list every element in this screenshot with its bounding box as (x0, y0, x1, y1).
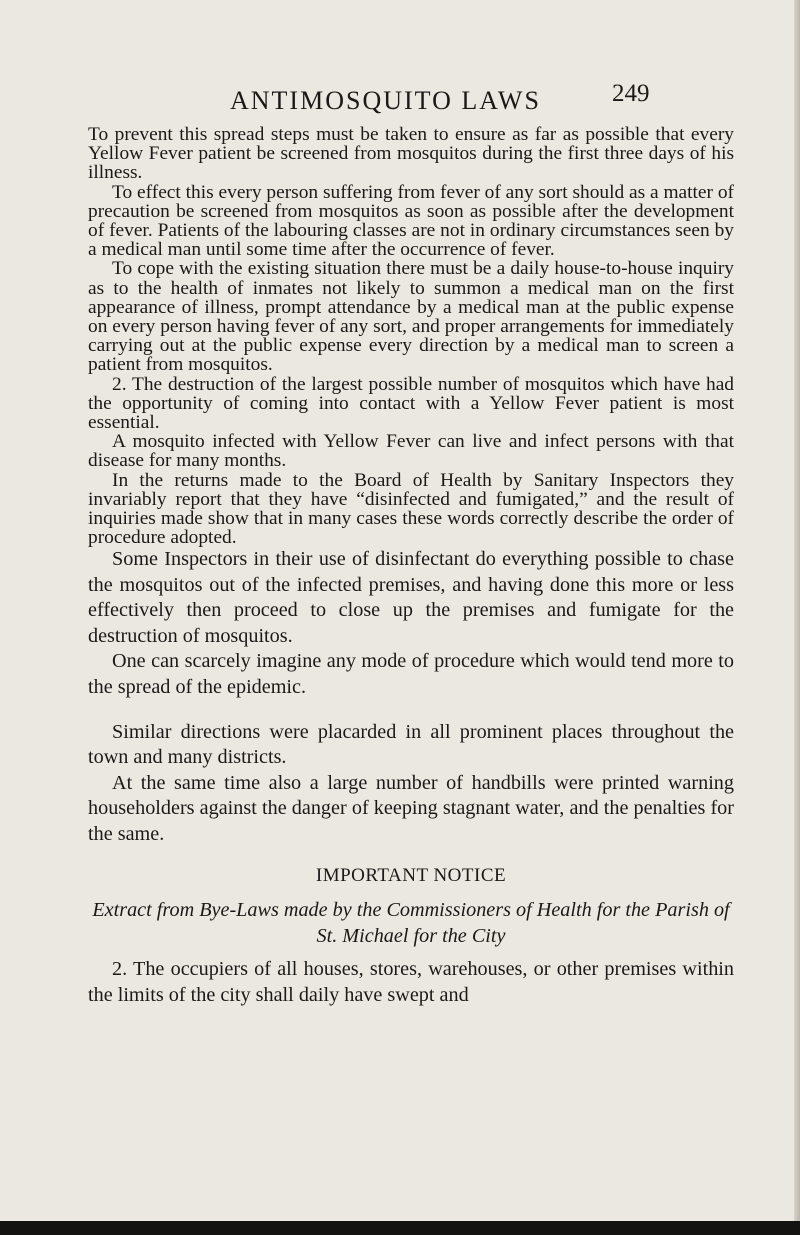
notice-title: IMPORTANT NOTICE (315, 864, 507, 886)
page-bottom-edge (0, 1221, 800, 1235)
paragraph: Similar directions were placarded in all prominent places throughout the town and many districts. (88, 720, 734, 769)
loose-section (88, 547, 734, 1008)
paragraph: One can scarcely imagine any mode of procedure which would tend more to the spread of the epidemic. (88, 650, 734, 698)
notice-gap (88, 949, 734, 957)
running-head: ANTIMOSQUITO LAWS (230, 86, 541, 115)
paragraph: In the returns made to the Board of Health by Sanitary Inspectors they invariably report that they have “disinfected and fumigated,” and the result of inquiries made show that in many cases these words correctly describe the order of procedure adopted. (88, 469, 734, 549)
paragraph: To effect this every person suffering from fever of any sort should as a matter of precaution be screened from mosquitos as soon as possible after the development of fever. Patients of the labouring classes are not in ordinary circumstances seen by a medical man until some time after the occurrence of fever. (88, 181, 734, 261)
paragraph: A mosquito infected with Yellow Fever can live and infect persons with that disease for many months. (88, 431, 734, 472)
paragraph: 2. The destruction of the largest possible number of mosquitos which have had the opportunity of coming into contact with a Yellow Fever patient is most essential. (88, 373, 734, 434)
page-edge-shadow (794, 0, 800, 1235)
notice-clause: 2. The occupiers of all houses, stores, warehouses, or other premises within the limits of the city shall daily have swept and (88, 958, 734, 1006)
page-header (0, 80, 800, 120)
section-gap (88, 700, 734, 720)
paragraph: To cope with the existing situation there must be a daily house-to-house inquiry as to the health of inmates not likely to summon a medical man on the first appearance of illness, prompt attendance by a medical man at the public expense on every person having fever of any sort, and proper arrangements for immediately carrying out at the public expense every direction by a medical man to screen a patient from mosquitos. (88, 258, 734, 376)
page-number: 249 (612, 80, 650, 107)
paragraph: At the same time also a large number of handbills were printed warning householders against the danger of keeping stagnant water, and the penalties for the same. (88, 771, 734, 845)
dense-section (88, 125, 734, 547)
paragraph: Some Inspectors in their use of disinfectant do everything possible to chase the mosquitos out of the infected premises, and having done this more or less effectively then proceed to close up the premises and fumigate for the destruction of mosquitos. (88, 548, 734, 647)
body-text (88, 125, 734, 1008)
paragraph: To prevent this spread steps must be taken to ensure as far as possible that every Yellow Fever patient be screened from mosquitos during the first three days of his illness. (88, 124, 734, 184)
notice-subtitle: Extract from Bye-Laws made by the Commissioners of Health for the Parish of St. Michael for the City (92, 899, 730, 947)
